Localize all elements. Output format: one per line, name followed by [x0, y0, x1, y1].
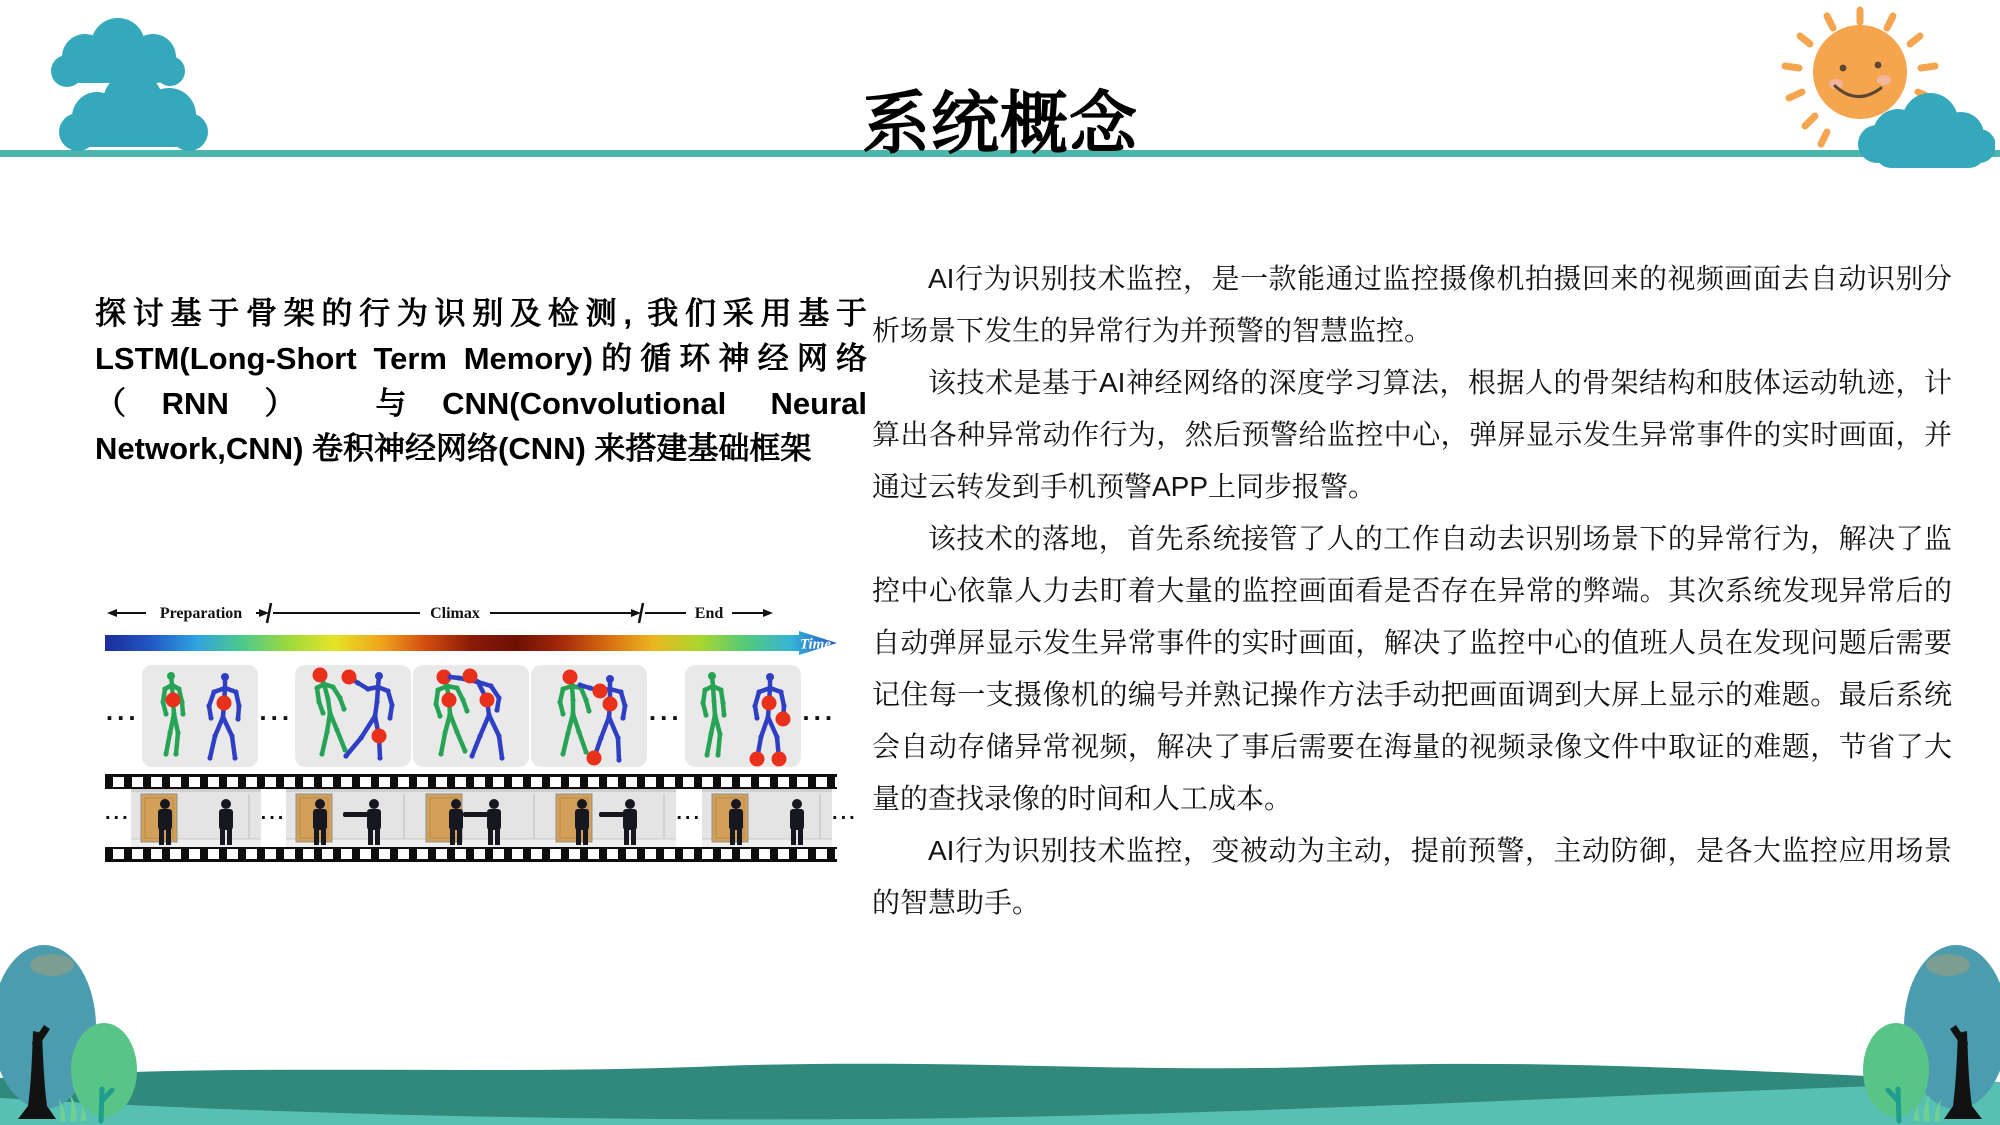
action-timeline-figure — [105, 600, 858, 862]
film-frames — [105, 787, 858, 849]
page-title: 系统概念 — [861, 85, 1138, 162]
film-frame — [286, 789, 416, 847]
ellipsis-dots: ... — [259, 696, 294, 726]
skeleton-panel — [294, 664, 412, 768]
ellipsis-dots: ... — [676, 802, 703, 824]
description-text — [872, 253, 1952, 929]
trees-left-icon — [0, 943, 160, 1125]
intro-text: 探讨基于骨架的行为识别及检测, 我们采用基于LSTM(Long-Short Term Memory)的循环神经网络（RNN） 与CNN(Convolutional Neural Network,CNN) 卷积神经网络(CNN) 来搭建基础框架 — [95, 296, 867, 466]
ellipsis-dots: ... — [802, 696, 837, 726]
ellipsis-dots: ... — [105, 802, 131, 824]
description-paragraph: AI行为识别技术监控，是一款能通过监控摄像机拍摄回来的视频画面去自动识别分析场景下发生的异常行为并预警的智慧监控。 — [872, 263, 1952, 346]
film-frame — [131, 789, 261, 847]
film-frame — [546, 789, 676, 847]
description-paragraph: 该技术的落地，首先系统接管了人的工作自动去识别场景下的异常行为，解决了监控中心依靠人力去盯着大量的监控画面看是否存在异常的弊端。其次系统发现异常后的自动弹屏显示发生异常事件的实时画面，解决了监控中心的值班人员在发现问题后需要记住每一支摄像机的编号并熟记操作方法手动把画面调到大屏上显示的难题。最后系统会自动存储异常视频，解决了事后需要在海量的视频录像文件中取证的难题，节省了大量的查找录像的时间和人工成本。 — [872, 523, 1952, 814]
film-sprockets-top — [105, 777, 837, 787]
phase-axis — [105, 600, 837, 626]
skeleton-panel — [684, 664, 802, 768]
svg-text:Preparation: Preparation — [159, 605, 243, 622]
skeleton-panel — [141, 664, 259, 768]
svg-text:Time: Time — [799, 636, 831, 653]
description-paragraph: 该技术是基于AI神经网络的深度学习算法，根据人的骨架结构和肢体运动轨迹，计算出各种异常动作行为，然后预警给监控中心，弹屏显示发生异常事件的实时画面，并通过云转发到手机预警APP上同步报警。 — [872, 367, 1952, 502]
skeleton-panels — [105, 664, 837, 768]
skeleton-panel — [530, 664, 648, 768]
skeleton-panel — [412, 664, 530, 768]
film-strip — [105, 774, 858, 862]
svg-text:Climax: Climax — [430, 605, 480, 622]
ellipsis-dots: ... — [648, 696, 683, 726]
film-sprockets-bottom — [105, 849, 837, 859]
ellipsis-dots: ... — [260, 802, 287, 824]
film-frame — [702, 789, 832, 847]
sun-icon — [1765, 4, 1995, 176]
film-frame — [416, 789, 546, 847]
ellipsis-dots: ... — [832, 802, 858, 824]
trees-right-icon — [1840, 943, 2000, 1125]
svg-text:End: End — [694, 605, 724, 622]
hills-decoration — [0, 1030, 2000, 1125]
description-paragraph: AI行为识别技术监控，变被动为主动，提前预警，主动防御，是各大监控应用场景的智慧助手。 — [872, 835, 1952, 918]
time-gradient-axis — [105, 631, 837, 655]
clouds-icon — [15, 5, 215, 170]
ellipsis-dots: ... — [105, 696, 140, 726]
